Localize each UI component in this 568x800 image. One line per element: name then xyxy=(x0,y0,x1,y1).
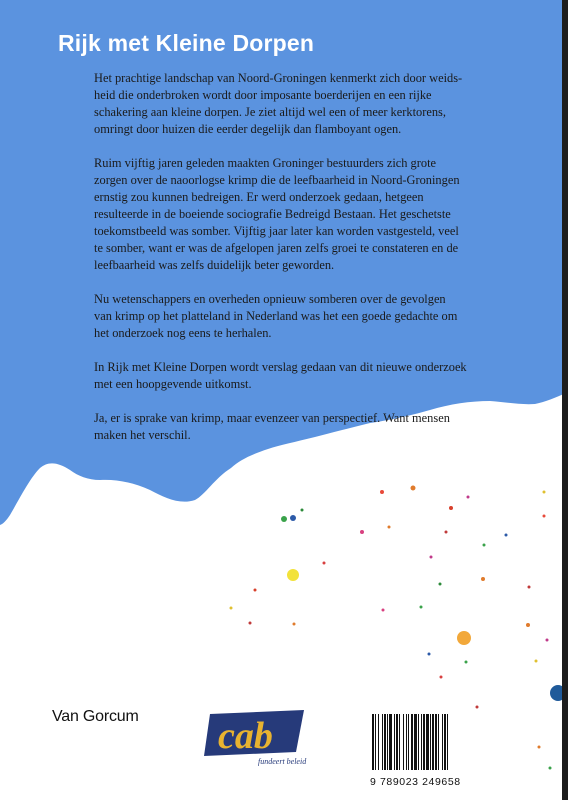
blurb-paragraph xyxy=(94,70,534,138)
blurb-line: resulteerde in de boeiende sociografie Bedreigd Bestaan. Het geschetste xyxy=(94,207,451,221)
barcode-bar xyxy=(442,714,443,770)
barcode-bar xyxy=(387,714,388,770)
barcode-bar xyxy=(389,714,392,770)
confetti-dot xyxy=(230,607,233,610)
blurb-paragraph xyxy=(94,359,534,393)
confetti-dot xyxy=(420,606,423,609)
blurb-line: omringt door huizen die eerder degelijk dan flamboyant ogen. xyxy=(94,122,402,136)
confetti-dot xyxy=(290,515,296,521)
confetti-dot xyxy=(388,526,391,529)
blurb-text xyxy=(94,70,534,461)
blurb-line: heid die onderbroken wordt door imposante boerderijen en een rijke xyxy=(94,88,432,102)
confetti-dot xyxy=(301,509,304,512)
confetti-dot xyxy=(481,577,485,581)
blurb-line: van krimp op het platteland in Nederland was het een goede gedachte om xyxy=(94,309,458,323)
blurb-line: schakering aan kleine dorpen. Je ziet altijd wel een of meer kerktorens, xyxy=(94,105,446,119)
blurb-line: toekomstbeeld was somber. Vijftig jaar later kan worden vastgesteld, veel xyxy=(94,224,459,238)
confetti-dot xyxy=(439,583,442,586)
blurb-line: maken het verschil. xyxy=(94,428,191,442)
barcode-bar xyxy=(378,714,379,770)
barcode-bar xyxy=(411,714,413,770)
confetti-dot xyxy=(476,706,479,709)
barcode-bar xyxy=(372,714,374,770)
confetti-dot xyxy=(449,506,453,510)
blurb-line: te somber, want er was de afgelopen jaren zelfs groei te constateren en de xyxy=(94,241,459,255)
confetti-dot xyxy=(411,486,416,491)
blurb-line: Ruim vijftig jaren geleden maakten Groninger bestuurders zich grote xyxy=(94,156,437,170)
barcode-bar xyxy=(444,714,446,770)
barcode-bar xyxy=(406,714,407,770)
confetti-dot xyxy=(430,556,433,559)
barcode-bar xyxy=(430,714,431,770)
barcode-bar xyxy=(384,714,386,770)
confetti-dot xyxy=(535,660,538,663)
confetti-dot xyxy=(549,767,552,770)
blurb-line: ernstig zou kunnen bedreigen. Er werd onderzoek gedaan, hetgeen xyxy=(94,190,424,204)
confetti-dot xyxy=(538,746,541,749)
barcode-bar xyxy=(414,714,417,770)
confetti-dot xyxy=(445,531,448,534)
barcode-bar xyxy=(403,714,404,770)
blurb-line: het onderzoek nog eens te herhalen. xyxy=(94,326,272,340)
confetti-dot xyxy=(457,631,471,645)
confetti-dot xyxy=(505,534,508,537)
barcode-icon xyxy=(368,710,490,774)
book-title: Rijk met Kleine Dorpen xyxy=(58,30,315,56)
confetti-dot xyxy=(281,516,287,522)
blurb-paragraph xyxy=(94,155,534,274)
cab-logo-letters: cab xyxy=(218,715,273,757)
barcode-bar xyxy=(408,714,409,770)
blurb-line: met een hoopgevende uitkomst. xyxy=(94,377,252,391)
confetti-dot xyxy=(526,623,530,627)
blurb-line: Het prachtige landschap van Noord-Groningen kenmerkt zich door weids- xyxy=(94,71,463,85)
publisher-logo-van-gorcum: Van Gorcum xyxy=(52,708,139,725)
confetti-dot xyxy=(380,490,384,494)
blurb-paragraph xyxy=(94,291,534,342)
confetti-dot xyxy=(382,609,385,612)
barcode-bar xyxy=(396,714,398,770)
barcode-bar xyxy=(432,714,434,770)
confetti-dot xyxy=(287,569,299,581)
barcode-bar xyxy=(447,714,448,770)
barcode-bar xyxy=(399,714,400,770)
confetti-dot xyxy=(483,544,486,547)
barcode-bar xyxy=(418,714,419,770)
barcode-number: 9 789023 249658 xyxy=(370,776,461,788)
confetti-dot xyxy=(254,589,257,592)
confetti-dot xyxy=(249,622,252,625)
blurb-line: Nu wetenschappers en overheden opnieuw somberen over de gevolgen xyxy=(94,292,446,306)
barcode-bar xyxy=(394,714,395,770)
cover-edge xyxy=(562,0,568,800)
blurb-line: leefbaarheid was zelfs duidelijk beter geworden. xyxy=(94,258,335,272)
barcode-bar xyxy=(438,714,439,770)
cab-tagline: fundeert beleid xyxy=(258,757,307,766)
confetti-dot xyxy=(543,515,546,518)
barcode-bar xyxy=(382,714,383,770)
blurb-line: zorgen over de naoorlogse krimp die de leefbaarheid in Noord-Groningen xyxy=(94,173,460,187)
confetti-dot xyxy=(360,530,364,534)
blurb-line: In Rijk met Kleine Dorpen wordt verslag gedaan van dit nieuwe onderzoek xyxy=(94,360,467,374)
barcode-bar xyxy=(426,714,429,770)
confetti-dot xyxy=(528,586,531,589)
cab-logo xyxy=(204,710,314,760)
confetti-dot xyxy=(467,496,470,499)
barcode-bar xyxy=(421,714,422,770)
confetti-dot xyxy=(293,623,296,626)
confetti-dot xyxy=(546,639,549,642)
blurb-paragraph xyxy=(94,410,534,444)
barcode-bar xyxy=(435,714,437,770)
blurb-line: Ja, er is sprake van krimp, maar evenzeer van perspectief. Want mensen xyxy=(94,411,450,425)
barcode-bar xyxy=(375,714,376,770)
confetti-dot xyxy=(428,653,431,656)
barcode-bar xyxy=(423,714,425,770)
confetti-dot xyxy=(465,661,468,664)
confetti-dot xyxy=(543,491,546,494)
confetti-dot xyxy=(440,676,443,679)
confetti-dot xyxy=(323,562,326,565)
